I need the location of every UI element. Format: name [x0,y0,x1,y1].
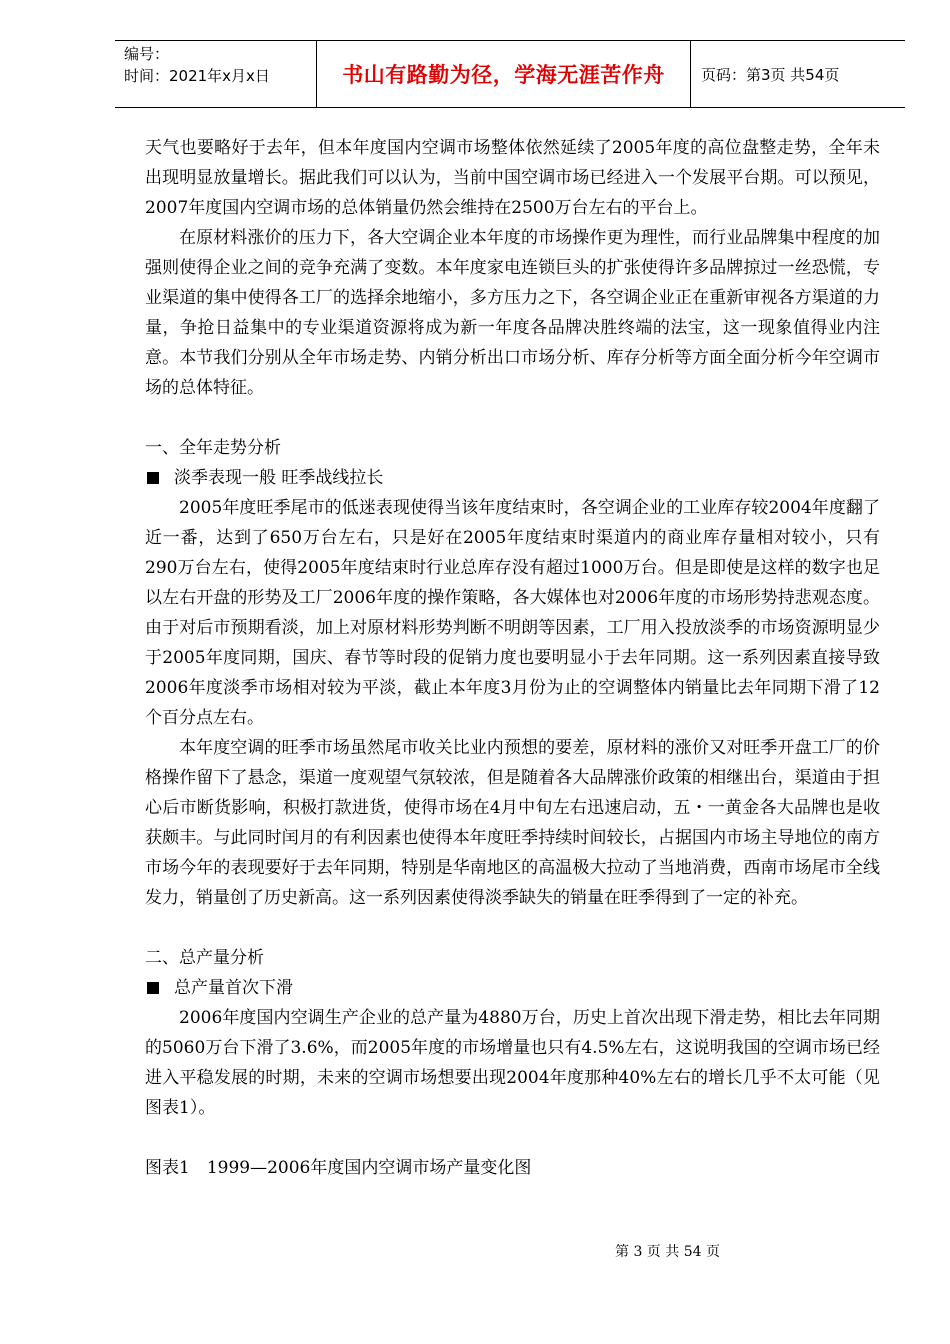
header-motto: 书山有路勤为径，学海无涯苦作舟 [316,41,691,107]
black-square-icon [147,982,159,994]
paragraph-1: 天气也要略好于去年，但本年度国内空调市场整体依然延续了2005年度的高位盘整走势，全年未出现明显放量增长。据此我们可以认为，当前中国空调市场已经进入一个发展平台期。可以预见，2007年度国内空调市场的总体销量仍然会维持在2500万台左右的平台上。 [145,138,880,218]
document-time-label: 时间：2021年x月x日 [124,67,270,85]
section-1-bullet-text: 淡季表现一般 旺季战线拉长 [174,468,384,488]
document-body [145,133,880,1183]
header-page-label: 页码：第3页 共54页 [701,65,840,84]
spacer [145,403,880,433]
section-2-bullet-text: 总产量首次下滑 [174,978,293,998]
section-2-bullet [145,973,880,1003]
section-2-title: 二、总产量分析 [145,948,264,968]
paragraph-4: 本年度空调的旺季市场虽然尾市收关比业内预想的要差，原材料的涨价又对旺季开盘工厂的价格操作留下了悬念，渠道一度观望气氛较浓，但是随着各大品牌涨价政策的相继出台，渠道由于担心后市断货影响，积极打款进货，使得市场在4月中旬左右迅速启动，五・一黄金各大品牌也是收获颇丰。与此同时闰月的有利因素也使得本年度旺季持续时间较长，占据国内市场主导地位的南方市场今年的表现要好于去年同期，特别是华南地区的高温极大拉动了当地消费，西南市场尾市全线发力，销量创了历史新高。这一系列因素使得淡季缺失的销量在旺季得到了一定的补充。 [145,738,880,908]
paragraph-3: 2005年度旺季尾市的低迷表现使得当该年度结束时，各空调企业的工业库存较2004年度翻了近一番，达到了650万台左右，只是好在2005年度结束时渠道内的商业库存量相对较小，只有290万台左右，使得2005年度结束时行业总库存没有超过1000万台。但是即使是这样的数字也足以左右开盘的形势及工厂2006年度的操作策略，各大媒体也对2006年度的市场形势持悲观态度。由于对后市预期看淡，加上对原材料形势判断不明朗等因素，工厂用入投放淡季的市场资源明显少于2005年度同期，国庆、春节等时段的促销力度也要明显小于去年同期。这一系列因素直接导致2006年度淡季市场相对较为平淡，截止本年度3月份为止的空调整体内销量比去年同期下滑了12个百分点左右。 [145,498,880,728]
figure-caption: 图表1 1999—2006年度国内空调市场产量变化图 [145,1158,532,1178]
section-1-bullet [145,463,880,493]
spacer [145,1123,880,1153]
paragraph-5: 2006年度国内空调生产企业的总产量为4880万台，历史上首次出现下滑走势，相比去年同期的5060万台下滑了3.6%，而2005年度的市场增量也只有4.5%左右，这说明我国的空调市场已经进入平稳发展的时期，未来的空调市场想要出现2004年度那种40%左右的增长几乎不太可能（见图表1）。 [145,1008,880,1118]
page-footer: 第 3 页 共 54 页 [615,1244,720,1260]
header-meta [115,41,316,107]
document-number-label: 编号： [124,45,170,63]
page-header [115,40,905,108]
spacer [145,913,880,943]
black-square-icon [147,472,159,484]
paragraph-2: 在原材料涨价的压力下，各大空调企业本年度的市场操作更为理性，而行业品牌集中程度的加强则使得企业之间的竞争充满了变数。本年度家电连锁巨头的扩张使得许多品牌掠过一丝恐慌，专业渠道的集中使得各工厂的选择余地缩小，多方压力之下，各空调企业正在重新审视各方渠道的力量，争抢日益集中的专业渠道资源将成为新一年度各品牌决胜终端的法宝，这一现象值得业内注意。本节我们分别从全年市场走势、内销分析出口市场分析、库存分析等方面全面分析今年空调市场的总体特征。 [145,228,880,398]
section-1-title: 一、全年走势分析 [145,438,281,458]
